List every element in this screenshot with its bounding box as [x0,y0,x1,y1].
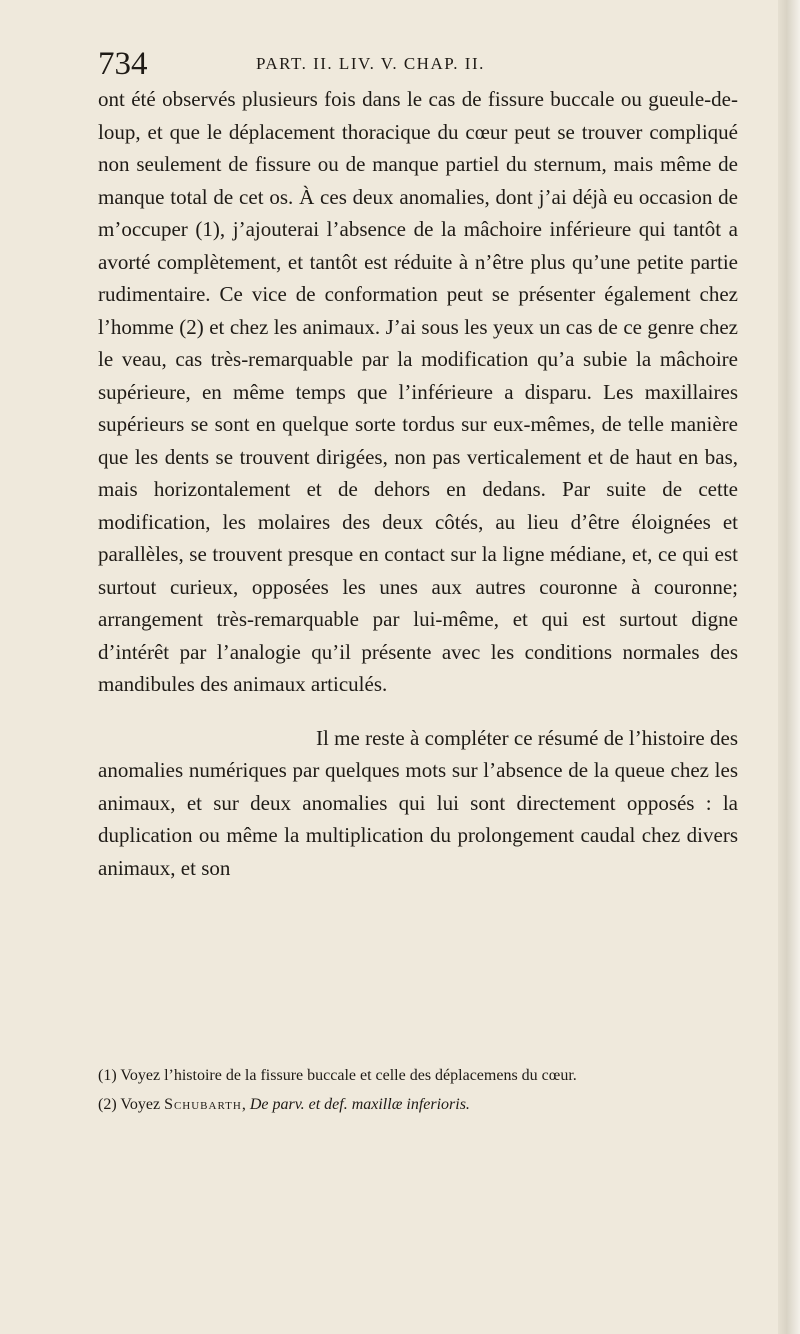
footnote-1: (1) Voyez l’histoire de la fissure buccale et celle des déplacemens du cœur. [98,1067,577,1084]
footnote-2-title: De parv. et def. maxillæ inferioris. [249,1096,470,1113]
paragraph-2: Il me reste à compléter ce résumé de l’histoire des anomalies numériques par quelques mots sur l’absence de la queue chez les animaux, et sur deux anomalies qui lui sont directement opposés : la duplication ou même la multiplication du prolongement caudal chez divers animaux, et son [98,725,738,880]
footnote-2-author: Schubarth [164,1096,242,1113]
page-edge [778,0,800,1334]
footnote-2-sep: , [241,1096,250,1113]
body-text [98,83,738,884]
running-head: PART. II. LIV. V. CHAP. II. [256,54,485,73]
paragraph-1: ont été observés plusieurs fois dans le cas de fissure buccale ou gueule-de-loup, et que le déplacement thoracique du cœur peut se trouver compliqué non seulement de fissure ou de manque partiel du sternum, mais même de manque total de cet os. À ces deux anomalies, dont j’ai déjà eu occasion de m’occuper (1), j’ajouterai l’absence de la mâchoire inférieure qui tantôt a avorté complètement, et tantôt est réduite à n’être plus qu’une petite partie rudimentaire. Ce vice de conformation peut se présenter également chez l’homme (2) et chez les animaux. J’ai sous les yeux un cas de ce genre chez le veau, cas très-remarquable par la modification qu’a subie la mâchoire supérieure, en même temps que l’inférieure a disparu. Les maxillaires supérieurs se sont en quelque sorte tordus sur eux-mêmes, de telle manière que les dents se trouvent dirigées, non pas verticalement et de haut en bas, mais horizontalement et de dehors en dedans. Par suite de cette modification, les molaires des deux côtés, au lieu d’être éloignées et parallèles, se trouvent presque en contact sur la ligne médiane, et, ce qui est surtout curieux, opposées les unes aux autres couronne à couronne; arrangement très-remarquable par lui-même, et qui est surtout digne d’intérêt par l’analogie qu’il présente avec les conditions normales des mandibules des animaux articulés. [98,87,738,696]
footnotes [98,1062,738,1118]
page-number: 734 [98,46,148,82]
footnote-2 [98,1091,738,1118]
footnote-2-prefix: (2) Voyez [98,1096,161,1113]
page-header [98,44,738,84]
